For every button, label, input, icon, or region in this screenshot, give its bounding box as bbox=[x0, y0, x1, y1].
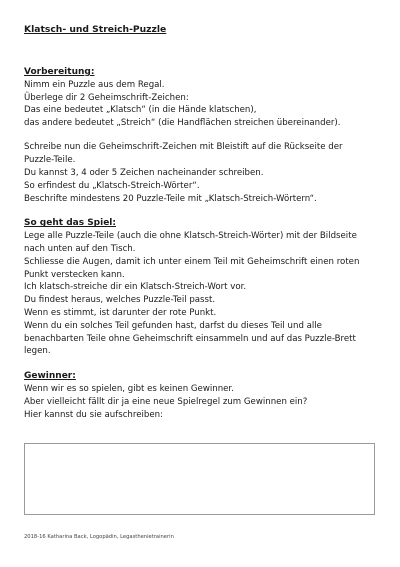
section-vorbereitung bbox=[24, 66, 384, 205]
text-line: legen. bbox=[24, 346, 51, 357]
worksheet-page bbox=[24, 24, 384, 421]
text-line: Hier kannst du sie aufschreiben: bbox=[24, 409, 163, 420]
section-spiel bbox=[24, 217, 384, 358]
text-line: Schliesse die Augen, damit ich unter einem Teil mit Geheimschrift einen roten bbox=[24, 256, 360, 267]
text-line: Schreibe nun die Geheimschrift-Zeichen mit Bleistift auf die Rückseite der bbox=[24, 142, 343, 153]
text-line: Wenn du ein solches Teil gefunden hast, darfst du dieses Teil und alle bbox=[24, 320, 322, 331]
text-line: benachbarten Teile ohne Geheimschrift einsammeln und auf das Puzzle-Brett bbox=[24, 333, 356, 344]
footer-credit: 2018-16 Katharina Back, Logopädin, Legasthenietrainerin bbox=[24, 534, 174, 540]
text-line: Aber vielleicht fällt dir ja eine neue Spielregel zum Gewinnen ein? bbox=[24, 396, 308, 407]
text-line: Das eine bedeutet „Klatsch“ (in die Hände klatschen), bbox=[24, 105, 257, 116]
page-title: Klatsch- und Streich-Puzzle bbox=[24, 24, 167, 35]
text-line: Ich klatsch-streiche dir ein Klatsch-Streich-Wort vor. bbox=[24, 282, 247, 293]
text-line: Du findest heraus, welches Puzzle-Teil passt. bbox=[24, 295, 216, 306]
text-line: Überlege dir 2 Geheimschrift-Zeichen: bbox=[24, 92, 189, 103]
section-heading-spiel: So geht das Spiel: bbox=[24, 218, 116, 229]
text-line: Punkt verstecken kann. bbox=[24, 269, 125, 280]
text-line: Du kannst 3, 4 oder 5 Zeichen nacheinander schreiben. bbox=[24, 168, 264, 179]
answer-writing-box[interactable] bbox=[24, 443, 375, 515]
section-heading-gewinner: Gewinner: bbox=[24, 371, 76, 382]
section-heading-vorbereitung: Vorbereitung: bbox=[24, 67, 95, 77]
text-line: Beschrifte mindestens 20 Puzzle-Teile mit „Klatsch-Streich-Wörtern“. bbox=[24, 193, 317, 204]
text-line: nach unten auf den Tisch. bbox=[24, 244, 136, 255]
text-line: das andere bedeutet „Streich“ (die Handflächen streichen übereinander). bbox=[24, 118, 341, 129]
text-line: Puzzle-Teile. bbox=[24, 155, 76, 166]
section-gewinner bbox=[24, 370, 384, 421]
text-line: So erfindest du „Klatsch-Streich-Wörter“. bbox=[24, 180, 200, 191]
text-line: Lege alle Puzzle-Teile (auch die ohne Klatsch-Streich-Wörter) mit der Bildseite bbox=[24, 231, 357, 242]
text-line: Nimm ein Puzzle aus dem Regal. bbox=[24, 79, 165, 90]
text-line: Wenn es stimmt, ist darunter der rote Punkt. bbox=[24, 308, 217, 319]
text-line: Wenn wir es so spielen, gibt es keinen Gewinner. bbox=[24, 384, 234, 395]
